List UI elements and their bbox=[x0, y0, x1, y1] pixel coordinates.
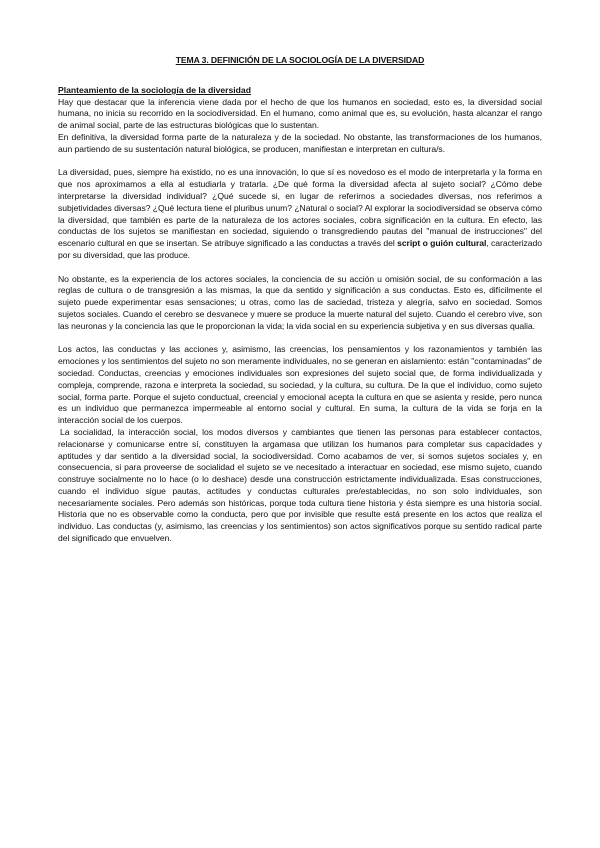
paragraph-gap bbox=[58, 262, 542, 274]
paragraph-gap bbox=[58, 156, 542, 168]
paragraph-3 bbox=[58, 167, 542, 261]
paragraph-gap bbox=[58, 333, 542, 345]
document-body bbox=[58, 55, 542, 545]
paragraph-3-end: , caracterizado por su diversidad, que las produce. bbox=[58, 238, 542, 260]
paragraph-4: No obstante, es la experiencia de los actores sociales, la conciencia de su acción u omisión social, de su conformación a las reglas de cultura o de transgresión a las mismas, la que da sentido y significación a sus conductas. Esto es, difícilmente el sujeto puede experimentar esas sensaciones; u otras, como las de saciedad, tristeza y alegría, salvo en sociedad. Somos sujetos sociales. Cuando el cerebro se desvanece y muere se produce la muerte natural del sujeto. Cuando el cerebro vive, son las neuronas y la conciencia las que le proporcionan la vida; la vida social en su experiencia subjetiva y en sus diversas qualia. bbox=[58, 273, 542, 331]
paragraph-5: Los actos, las conductas y las acciones y, asimismo, las creencias, los pensamientos y los razonamientos y también las emociones y los sentimientos del sujeto no son meramente individuales, no se generan en aislamiento: están "contaminadas" de sociedad. Conductas, creencias y emociones individuales son expresiones del sujeto social que, de forma individualizada y compleja, comprende, razona e interpreta la sociedad, su sociedad, y la cultura, su cultura. De la que el individuo, como sujeto social, forma parte. Porque el sujeto conductual, creencial y emocional acepta la cultura en que se asienta y reside, pero nunca es un individuo que permanezca impermeable al entorno social y cultural. En suma, la cultura de la vida se forja en la interacción social de los cuerpos. bbox=[58, 344, 542, 426]
paragraph-2: En definitiva, la diversidad forma parte de la naturaleza y de la sociedad. No obstante, las transformaciones de los humanos, aun partiendo de su sustentación natural biológica, se producen, manifiestan e interpretan en cultura/s. bbox=[58, 131, 542, 154]
section-heading: Planteamiento de la sociología de la diversidad bbox=[58, 85, 251, 95]
paragraph-6: La socialidad, la interacción social, los modos diversos y cambiantes que tienen las personas para establecer contactos, relacionarse y comunicarse entre sí, constituyen la argamasa que utilizan los humanos para completar sus capacidades y aptitudes y dar sentido a la diversidad social, la sociodiversidad. Como acabamos de ver, si somos sujetos sociales y, en consecuencia, si para proveerse de socialidad el sujeto se ve necesitado a interactuar en sociedad, ese mismo sujeto, cuando construye socialmente no lo hace (o lo deshace) desde una construcción estrictamente individualizada. Esas construcciones, cuando el individuo sigue pautas, actitudes y conductas culturales pre/establecidas, no son solo individuales, son necesariamente sociales. Pero además son históricas, porque toda cultura tiene historia y ésta siempre es una historia social. Historia que no es observable como la conducta, pero que por invisible que resulte está presente en los actos que realiza el individuo. Las conductas (y, asimismo, las creencias y los sentimientos) son actos significativos porque su sentido radical parte del significado que envuelven. bbox=[58, 426, 542, 544]
paragraph-1: Hay que destacar que la inferencia viene dada por el hecho de que los humanos en sociedad, esto es, la diversidad social humana, no inicia su recorrido en la sociodiversidad. En el humano, como animal que es, su evolución, hasta alcanzar el rango de animal social, parte de las estructuras biológicas que lo sustentan. bbox=[58, 96, 542, 131]
bold-term-script: script o guión cultural bbox=[397, 238, 487, 249]
document-title: TEMA 3. DEFINICIÓN DE LA SOCIOLOGÍA DE LA DIVERSIDAD bbox=[175, 55, 425, 65]
paragraph-3-text: La diversidad, pues, siempre ha existido, no es una innovación, lo que sí es novedoso es el modo de interpretarla y la forma en que nos aproximamos a ella al estudiarla y tratarla. ¿De qué forma la diversidad afecta al sujeto social? ¿Cómo debe interpretarse la diversidad individual? ¿Qué sucede si, en lugar de referirnos a sociedades diversas, nos referimos a subjetividades diversas? ¿Qué lectura tiene el pluribus unum? ¿Natural o social? Al explorar la sociodiversidad se observa cómo la diversidad, que también es parte de la naturaleza de los actores sociales, cobra significación en la cultura. En efecto, las conductas de los sujetos se manifiestan en sociedad, siguiendo o transgrediendo pautas del "manual de instrucciones" del escenario cultural en que se insertan. Se atribuye significado a las conductas a través del bbox=[58, 167, 542, 249]
